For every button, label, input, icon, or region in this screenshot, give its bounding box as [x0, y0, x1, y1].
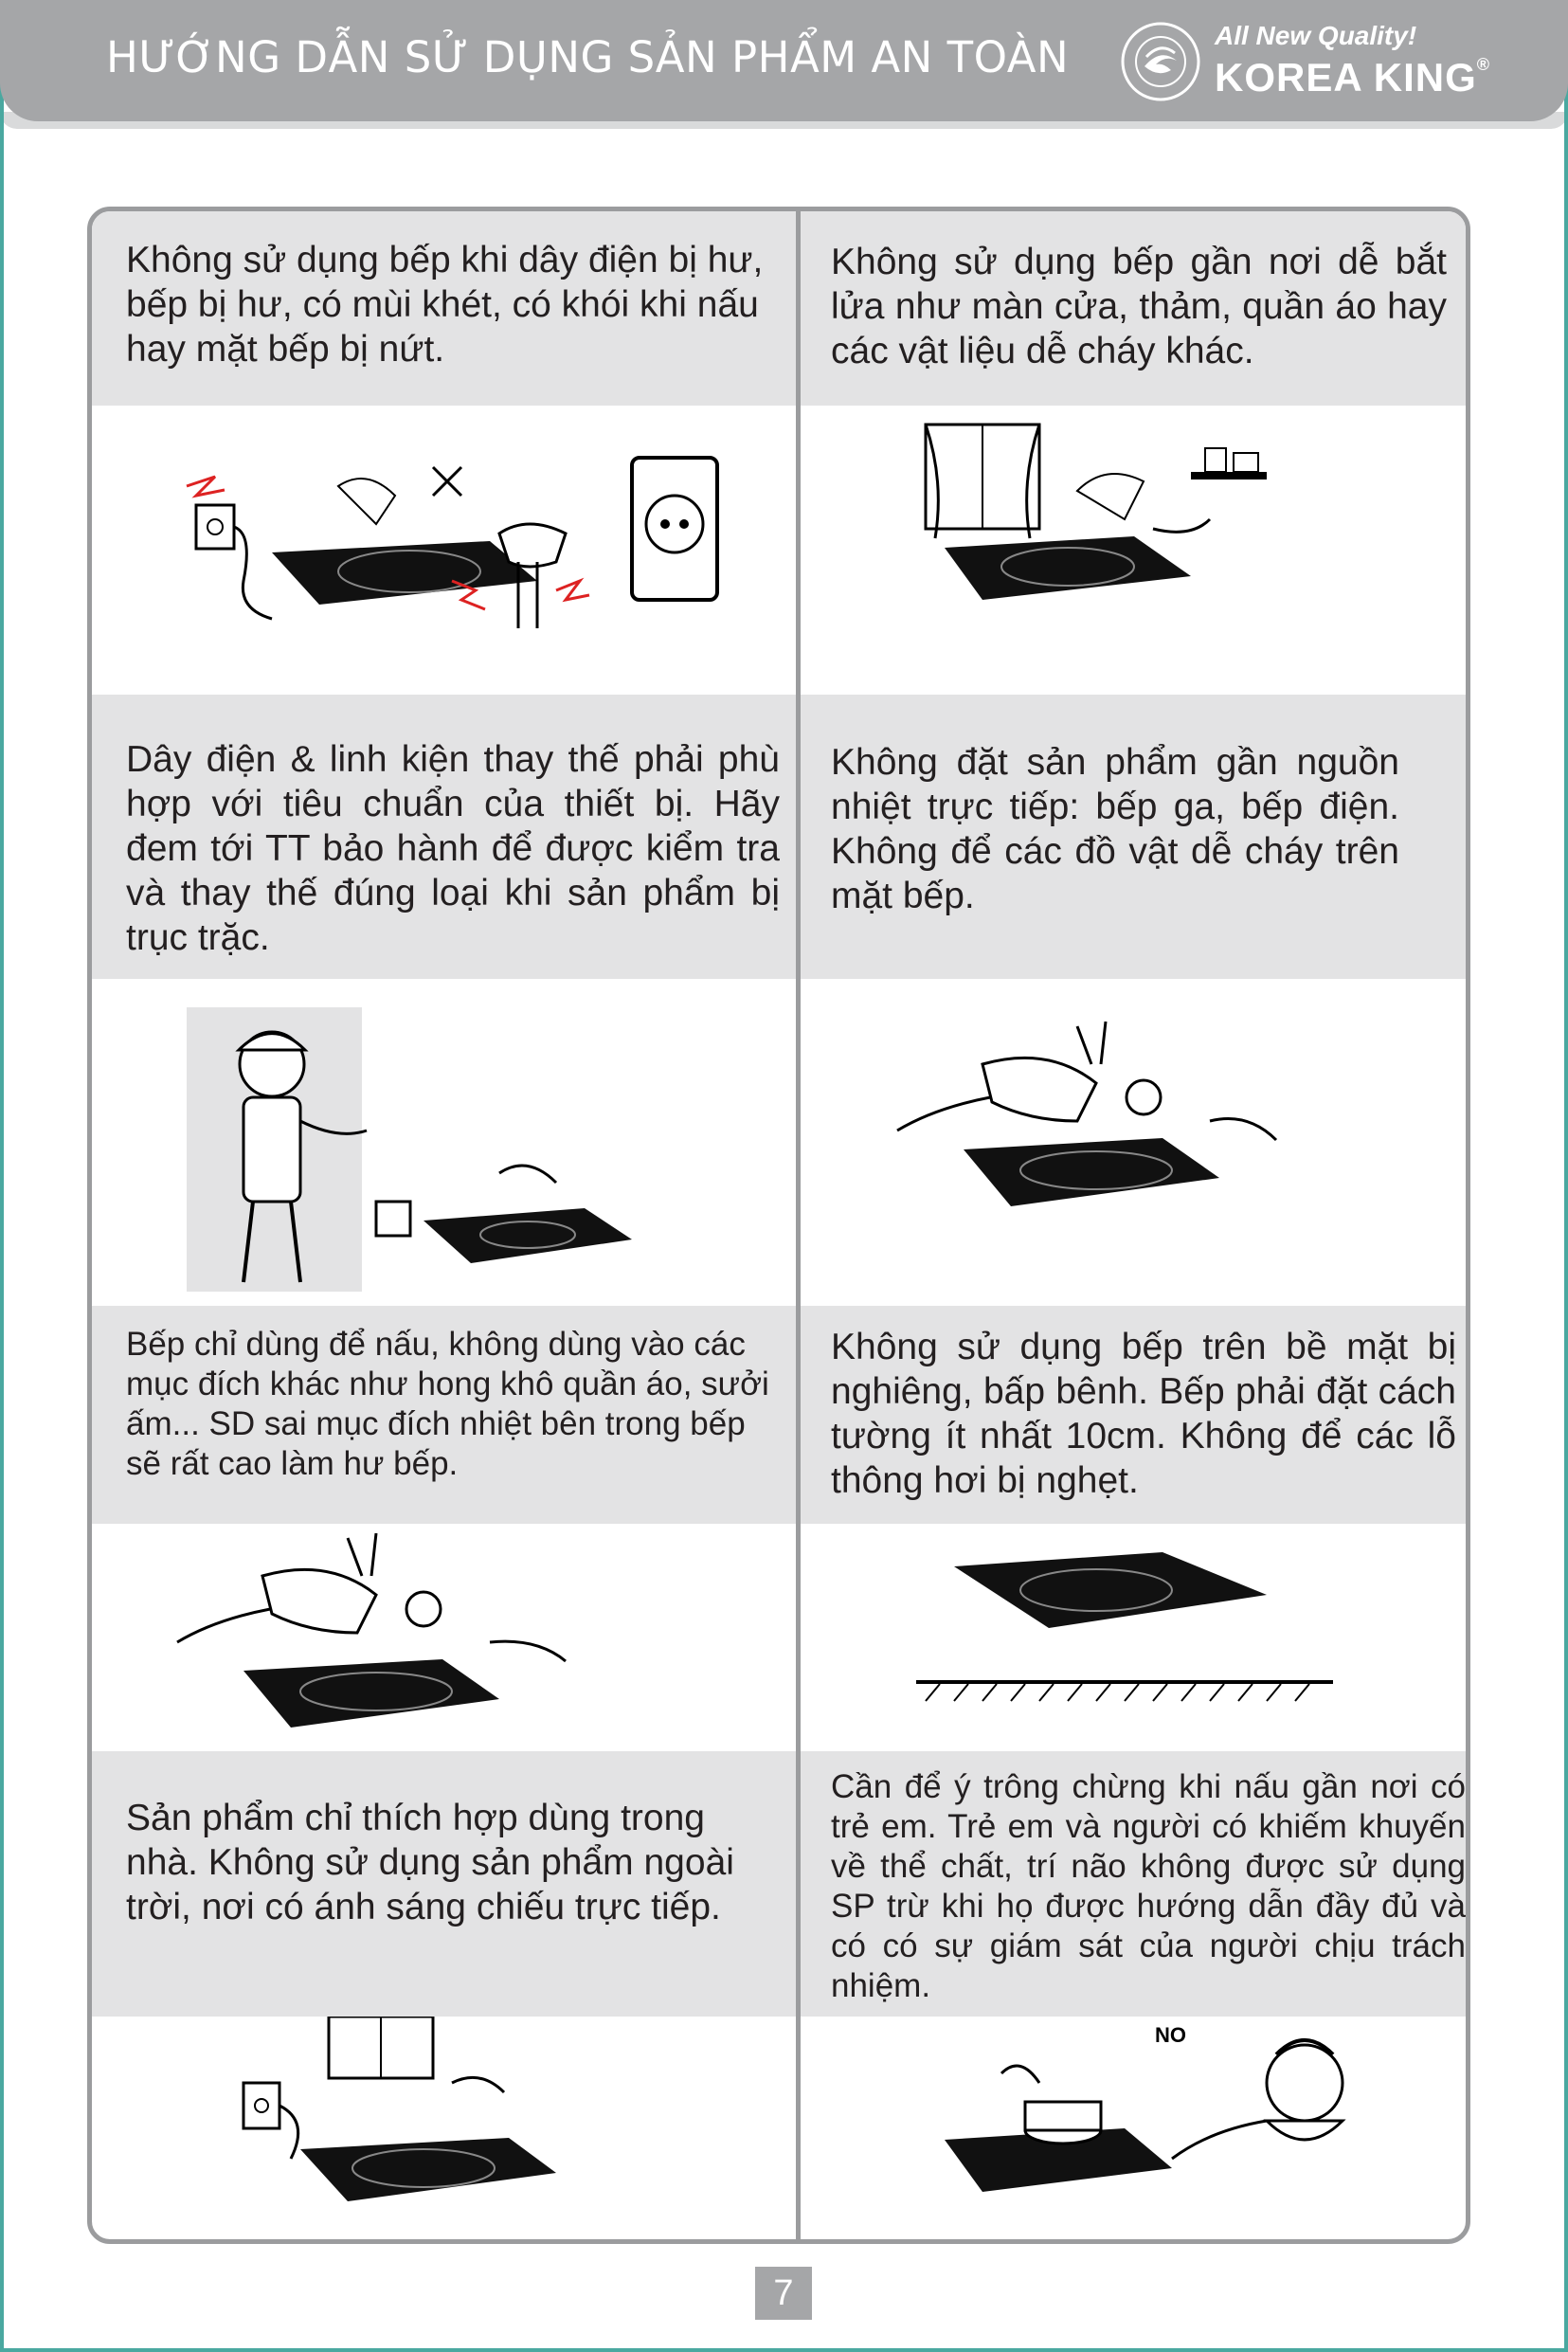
cell-4-text: Không đặt sản phẩm gần nguồn nhiệt trực tiếp: bếp ga, bếp điện. Không để các đồ vật dễ cháy trên mặt bếp. [831, 742, 1399, 916]
page-edge-bottom [0, 2348, 1568, 2352]
brand-tagline: All New Quality! [1215, 21, 1417, 50]
cell-5-text: Bếp chỉ dùng để nấu, không dùng vào các mục đích khác như hong khô quần áo, sưởi ấm... SD sai mục đích nhiệt bên trong bếp sẽ rất cao làm hư bếp. [126, 1326, 769, 1482]
brand-block [1118, 19, 1516, 104]
page-edge-left [0, 0, 4, 2352]
safety-grid [87, 207, 1470, 2244]
page-edge-right [1564, 0, 1568, 2352]
cooktop-level-surface-illustration [897, 1538, 1371, 1709]
page-header [0, 0, 1568, 121]
cell-3-text: Dây điện & linh kiện thay thế phải phù hợp với tiêu chuẩn của thiết bị. Hãy đem tới TT bảo hành để được kiểm tra và thay thế đúng loại khi sản phẩm bị trục trặc. [126, 739, 780, 958]
korea-king-logo-icon [1118, 19, 1203, 104]
cooktop-indoor-illustration [234, 2017, 679, 2225]
cooktop-drying-clothes-illustration [168, 1529, 717, 1756]
cell-2-text: Không sử dụng bếp gần nơi dễ bắt lửa như màn cửa, thảm, quần áo hay các vật liệu dễ cháy khác. [831, 242, 1447, 371]
page-title: HƯỚNG DẪN SỬ DỤNG SẢN PHẨM AN TOÀN [106, 32, 1070, 82]
cell-7-text: Sản phẩm chỉ thích hợp dùng trong nhà. Không sử dụng sản phẩm ngoài trời, nơi có ánh sáng chiếu trực tiếp. [126, 1798, 734, 1927]
brand-name: KOREA KING® [1215, 55, 1491, 100]
cooktop-heat-source-illustration [888, 1007, 1399, 1235]
cell-1-text: Không sử dụng bếp khi dây điện bị hư, bếp bị hư, có mùi khét, có khói khi nấu hay mặt bếp bị nứt. [126, 240, 764, 370]
technician-service-illustration [187, 1007, 755, 1301]
no-label: NO [1155, 2023, 1186, 2047]
child-near-cooktop-illustration [888, 2017, 1418, 2225]
cooktop-near-curtain-illustration [907, 406, 1380, 652]
cell-6-text: Không sử dụng bếp trên bề mặt bị nghiêng, bấp bênh. Bếp phải đặt cách tường ít nhất 10cm. Không để các lỗ thông hơi bị nghẹt. [831, 1327, 1456, 1501]
page-number: 7 [755, 2267, 812, 2320]
damaged-cord-cooktop-illustration [149, 429, 774, 666]
cell-8-text: Cần để ý trông chừng khi nấu gần nơi có trẻ em. Trẻ em và người có khiếm khuyến về thể chất, trí não không được sử dụng SP trừ khi họ được hướng dẫn đầy đủ và có có sự giám sát của người chịu trách nhiệm. [831, 1768, 1466, 2004]
